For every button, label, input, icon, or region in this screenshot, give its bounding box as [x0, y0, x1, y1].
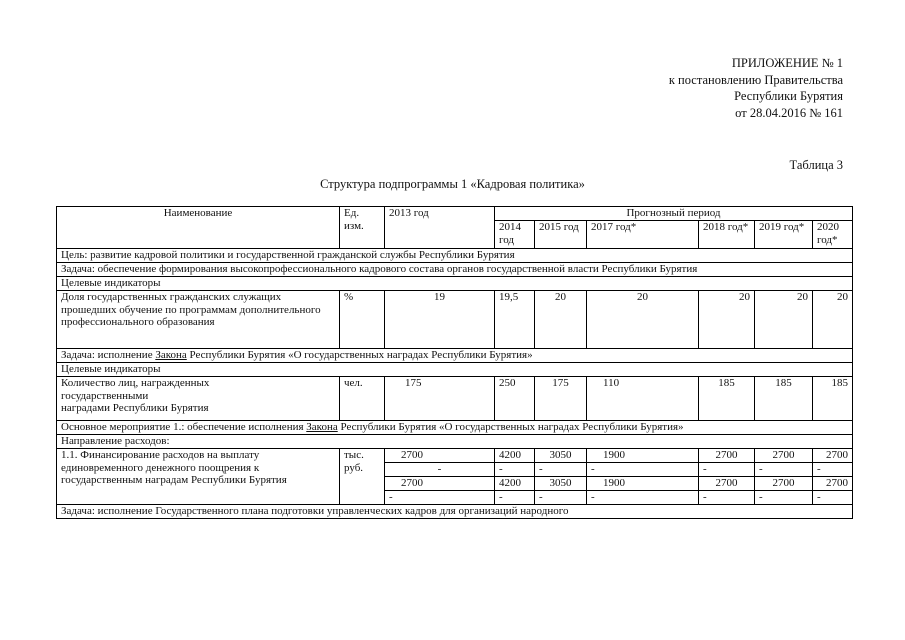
fin-cell: -: [495, 491, 535, 505]
fin-cell: -: [385, 491, 495, 505]
fin-cell: 2700: [755, 477, 813, 491]
ind1-2014: 19,5: [495, 291, 535, 349]
col-2019: 2019 год*: [755, 221, 813, 249]
ind1-2019: 20: [755, 291, 813, 349]
col-2018: 2018 год*: [699, 221, 755, 249]
task2-post: Республики Бурятия «О государственных наградах Республики Бурятия»: [186, 349, 533, 361]
fin-cell: 2700: [813, 449, 853, 463]
col-2013: 2013 год: [385, 207, 495, 249]
direction-row: Направление расходов:: [57, 435, 853, 449]
table-number: Таблица 3: [789, 158, 843, 172]
page-title: Структура подпрограммы 1 «Кадровая политика»: [320, 177, 585, 191]
col-2014: 2014 год: [495, 221, 535, 249]
fin-cell: 4200: [495, 477, 535, 491]
col-2017: 2017 год*: [587, 221, 699, 249]
task2-row: [57, 349, 853, 363]
fin-cell: -: [755, 491, 813, 505]
col-2020: 2020 год*: [813, 221, 853, 249]
ind1-name: Доля государственных гражданских служащих прошедших обучение по программам дополнительного профессионального образования: [57, 291, 340, 349]
event1-pre: Основное мероприятие 1.: обеспечение исполнения: [61, 421, 307, 433]
fin-cell: -: [535, 463, 587, 477]
fin-cell: 3050: [535, 477, 587, 491]
fin-cell: -: [385, 463, 495, 477]
ind1-2015: 20: [535, 291, 587, 349]
ind2-name-l3: наградами Республики Бурятия: [61, 402, 209, 414]
ind2-2013: 175: [385, 377, 495, 421]
ind2-name-l1: Количество лиц, награжденных: [61, 377, 210, 389]
appendix-line4: от 28.04.2016 № 161: [735, 105, 843, 120]
fin-cell: 2700: [385, 477, 495, 491]
appendix-header: [669, 55, 843, 121]
appendix-number: ПРИЛОЖЕНИЕ № 1: [731, 56, 843, 70]
fin-cell: -: [699, 463, 755, 477]
fin-cell: 1900: [587, 449, 699, 463]
event1-row: [57, 421, 853, 435]
fin-cell: 2700: [385, 449, 495, 463]
appendix-line2: к постановлению Правительства: [668, 72, 843, 87]
law-link-2[interactable]: Закона: [306, 421, 338, 433]
ind1-2013: 19: [385, 291, 495, 349]
fin-cell: -: [813, 491, 853, 505]
fin-cell: -: [587, 491, 699, 505]
appendix-line3: Республики Бурятия: [734, 89, 843, 103]
fin-cell: -: [813, 463, 853, 477]
ind1-2020: 20: [813, 291, 853, 349]
task2-pre: Задача: исполнение: [61, 349, 156, 361]
targets2-row: Целевые индикаторы: [57, 363, 853, 377]
task1-row: Задача: обеспечение формирования высокопрофессионального кадрового состава органов государственной власти Республики Бурятия: [57, 263, 853, 277]
col-unit: Ед. изм.: [340, 207, 385, 249]
goal-row: Цель: развитие кадровой политики и государственной гражданской службы Республики Бурятия: [57, 249, 853, 263]
fin-cell: 3050: [535, 449, 587, 463]
fin-cell: -: [755, 463, 813, 477]
fin-cell: 2700: [699, 477, 755, 491]
fin-cell: 2700: [813, 477, 853, 491]
fin-cell: -: [495, 463, 535, 477]
ind2-2020: 185: [813, 377, 853, 421]
law-link[interactable]: Закона: [155, 349, 187, 361]
fin-cell: 1900: [587, 477, 699, 491]
fin-cell: 2700: [755, 449, 813, 463]
targets1-row: Целевые индикаторы: [57, 277, 853, 291]
ind2-name-l2: государственными: [61, 389, 149, 402]
ind2-name: [57, 377, 340, 421]
ind2-2018: 185: [699, 377, 755, 421]
fin-row-0: [57, 449, 853, 463]
col-2015: 2015 год: [535, 221, 587, 249]
structure-table: [56, 206, 853, 519]
task3-row: Задача: исполнение Государственного плана подготовки управленческих кадров для организаций народного: [57, 505, 853, 519]
col-forecast: Прогнозный период: [495, 207, 853, 221]
ind2-2014: 250: [495, 377, 535, 421]
fin-cell: -: [535, 491, 587, 505]
fin-name: 1.1. Финансирование расходов на выплату единовременного денежного поощрения к государственным наградам Республики Бурятия: [57, 449, 340, 505]
ind1-unit: %: [340, 291, 385, 349]
ind1-2017: 20: [587, 291, 699, 349]
fin-cell: 2700: [699, 449, 755, 463]
ind2-2015: 175: [535, 377, 587, 421]
fin-cell: 4200: [495, 449, 535, 463]
fin-cell: -: [699, 491, 755, 505]
ind2-unit: чел.: [340, 377, 385, 421]
fin-unit: тыс. руб.: [340, 449, 385, 505]
fin-cell: -: [587, 463, 699, 477]
col-name: Наименование: [57, 207, 340, 249]
ind2-2017: 110: [587, 377, 699, 421]
ind2-2019: 185: [755, 377, 813, 421]
event1-post: Республики Бурятия «О государственных наградах Республики Бурятия»: [337, 421, 684, 433]
ind1-2018: 20: [699, 291, 755, 349]
